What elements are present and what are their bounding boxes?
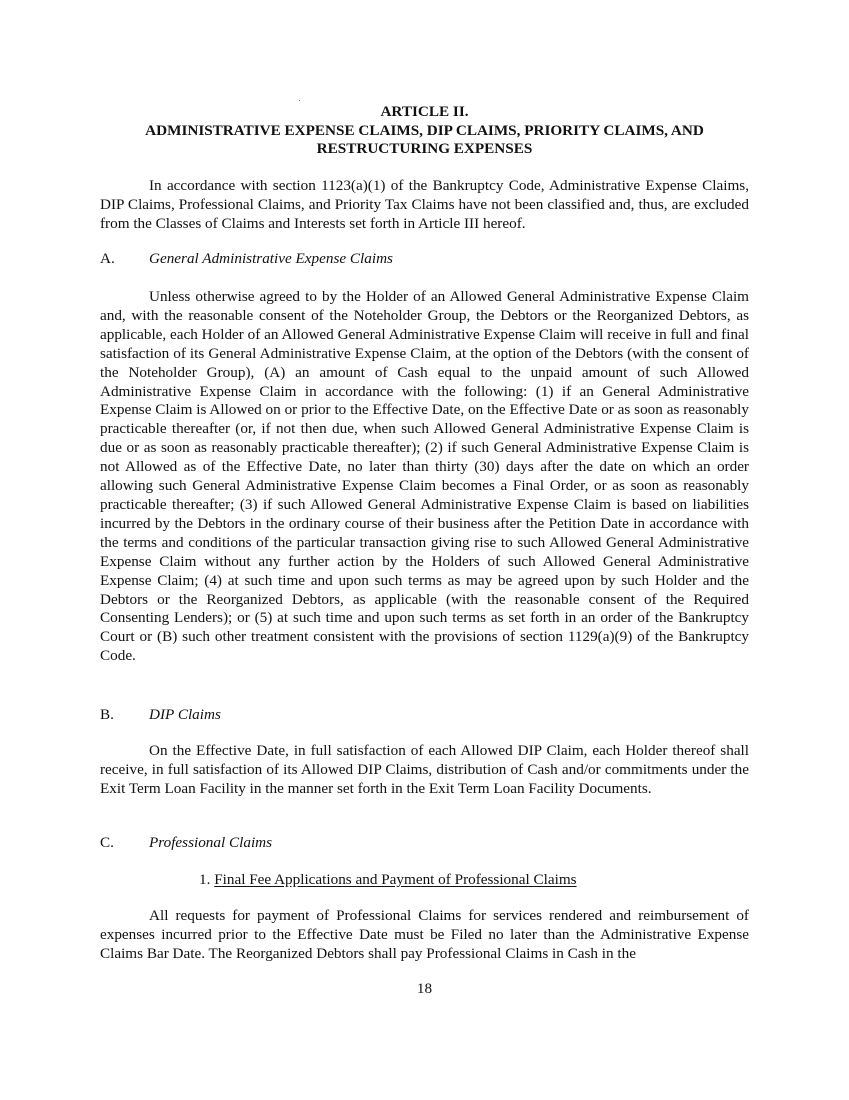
section-letter: B.: [100, 706, 114, 723]
section-a-heading: [100, 250, 749, 269]
page-number: 18: [416, 980, 433, 997]
section-b-heading: [100, 706, 749, 725]
section-letter: C.: [100, 834, 114, 851]
article-number: ARTICLE II.: [380, 103, 469, 120]
section-title: Professional Claims: [149, 834, 273, 851]
section-c-paragraph: All requests for payment of Professional Claims for services rendered and reimbursement of expenses incurred prior to the Effective Date must be Filed no later than the Administrative Expense Claims Bar Date. The Reorganized Debtors shall pay Professional Claims in Cash in the: [100, 907, 749, 962]
scan-speck: [299, 100, 300, 101]
subsection-title: Final Fee Applications and Payment of Professional Claims: [214, 871, 577, 888]
section-b-paragraph: On the Effective Date, in full satisfaction of each Allowed DIP Claim, each Holder thereof shall receive, in full satisfaction of its Allowed DIP Claims, distribution of Cash and/or commitments under the Exit Term Loan Facility in the manner set forth in the Exit Term Loan Facility Documents.: [100, 742, 749, 797]
subsection-c1-heading: [199, 871, 577, 890]
section-title: General Administrative Expense Claims: [149, 250, 393, 267]
section-letter: A.: [100, 250, 115, 267]
subsection-number: 1.: [199, 871, 211, 888]
article-title-line-1: ADMINISTRATIVE EXPENSE CLAIMS, DIP CLAIMS, PRIORITY CLAIMS, AND: [145, 121, 704, 139]
section-a-paragraph: Unless otherwise agreed to by the Holder of an Allowed General Administrative Expense Claim and, with the reasonable consent of the Noteholder Group, the Debtors or the Reorganized Debtors, as applicable, each Holder of an Allowed General Administrative Expense Claim will receive in full and final satisfaction of its General Administrative Expense Claim, at the option of the Debtors (with the consent of the Noteholder Group), (A) an amount of Cash equal to the unpaid amount of such Allowed Administrative Expense Claim in accordance with the following: (1) if an General Administrative Expense Claim is Allowed on or prior to the Effective Date, on the Effective Date or as soon as reasonably practicable thereafter (or, if not then due, when such Allowed General Administrative Expense Claim is due or as soon as reasonably practicable thereafter); (2) if such General Administrative Expense Claim is not Allowed as of the Effective Date, no later than thirty (30) days after the date on which an order allowing such General Administrative Expense Claim becomes a Final Order, or as soon as reasonably practicable thereafter; (3) if such Allowed General Administrative Expense Claim is based on liabilities incurred by the Debtors in the ordinary course of their business after the Petition Date in accordance with the terms and conditions of the particular transaction giving rise to such Allowed General Administrative Expense Claim without any further action by the Holders of such Allowed General Administrative Expense Claim; (4) at such time and upon such terms as may be agreed upon by such Holder and the Debtors or the Reorganized Debtors, as applicable (with the reasonable consent of the Required Consenting Lenders); or (5) at such time and upon such terms as set forth in an order of the Bankruptcy Court or (B) such other treatment consistent with the provisions of section 1129(a)(9) of the Bankruptcy Code.: [100, 288, 749, 665]
article-title-line-2: RESTRUCTURING EXPENSES: [316, 140, 533, 158]
section-title: DIP Claims: [149, 706, 221, 723]
intro-paragraph: In accordance with section 1123(a)(1) of the Bankruptcy Code, Administrative Expense Claims, DIP Claims, Professional Claims, and Priority Tax Claims have not been classified and, thus, are excluded from the Classes of Claims and Interests set forth in Article III hereof.: [100, 177, 749, 232]
article-heading: [100, 103, 749, 159]
section-c-heading: [100, 834, 749, 853]
